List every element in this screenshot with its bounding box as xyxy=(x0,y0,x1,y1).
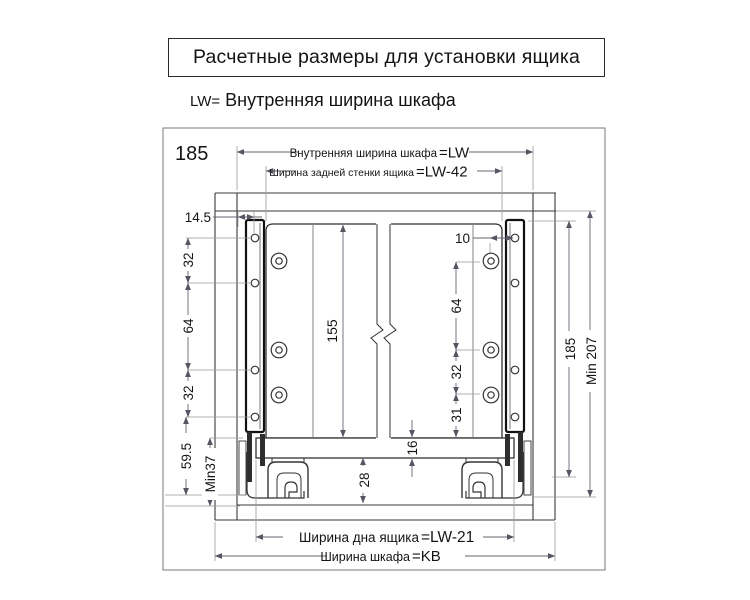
dim-inner-width-value: =LW xyxy=(439,144,470,162)
dim-min-207: Min 207 xyxy=(584,336,599,386)
dim-cabinet-width-value: =KB xyxy=(412,548,441,565)
dim-left-59-5: 59.5 xyxy=(179,442,194,470)
dim-right-offset-10: 10 xyxy=(454,231,470,246)
dim-bottom-thickness-16: 16 xyxy=(405,440,420,456)
dim-rail-height-185: 185 xyxy=(563,337,578,361)
dim-inner-width-label: Внутренняя ширина шкафа xyxy=(289,148,437,160)
subtitle xyxy=(190,90,456,111)
dim-back-wall-label: Ширина задней стенки ящика xyxy=(269,167,414,179)
title-box xyxy=(168,38,605,77)
subtitle-prefix: LW= xyxy=(190,93,221,110)
dim-drawer-bottom-label: Ширина дна ящика xyxy=(299,530,419,545)
dim-back-height-155: 155 xyxy=(324,319,340,343)
wall-bracket xyxy=(239,441,246,495)
dim-left-min37: Min37 xyxy=(203,455,218,493)
dim-left-64: 64 xyxy=(181,318,196,334)
dim-right-64: 64 xyxy=(449,298,464,314)
dim-side-offset: 14.5 xyxy=(184,210,211,225)
dim-right-31: 31 xyxy=(449,407,464,423)
dim-bottom-gap-28: 28 xyxy=(357,472,372,488)
subtitle-text: Внутренняя ширина шкафа xyxy=(220,90,456,110)
dim-right-32: 32 xyxy=(449,364,464,380)
rail-foot xyxy=(247,432,252,482)
page-title: Расчетные размеры для установки ящика xyxy=(192,46,581,68)
dim-left-32b: 32 xyxy=(181,385,196,401)
dim-back-wall-value: =LW-42 xyxy=(416,163,468,181)
corner-label: 185 xyxy=(175,143,209,165)
dim-cabinet-width-label: Ширина шкафа xyxy=(320,550,410,564)
dim-left-32a: 32 xyxy=(181,252,196,268)
dim-drawer-bottom-value: =LW-21 xyxy=(421,529,475,546)
